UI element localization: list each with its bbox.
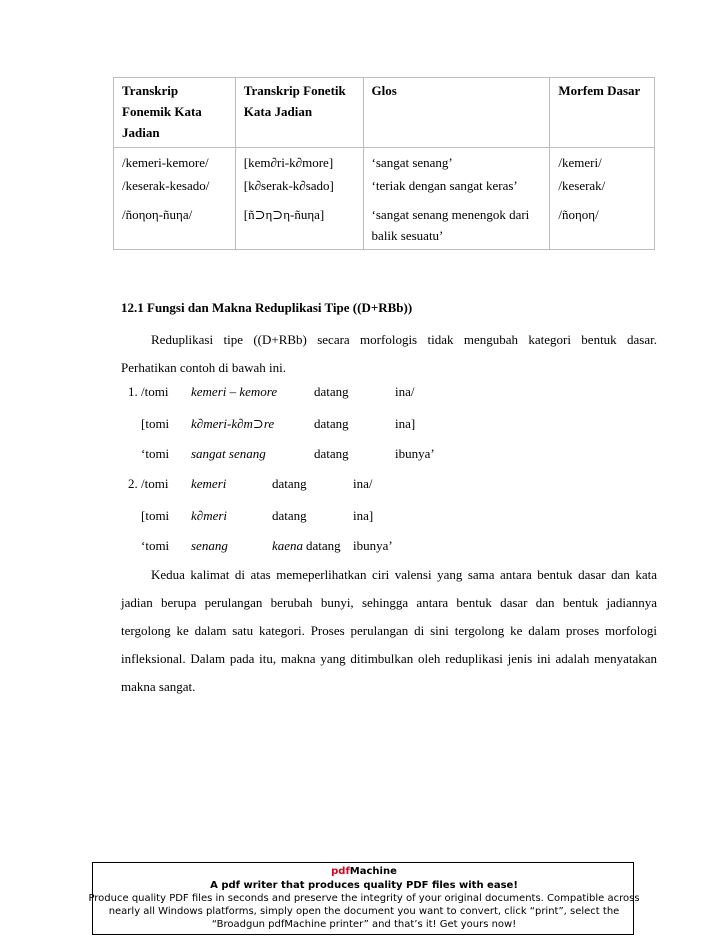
footer-line: nearly all Windows platforms, simply open the document you want to convert, click “print”, select the [108,906,620,917]
paragraph-line: Reduplikasi tipe ((D+RBb) secara morfologis tidak mengubah kategori bentuk dasar. [151,332,657,347]
paragraph-intro [121,326,657,382]
table-cell [550,175,655,204]
header-text: Transkrip [122,83,179,98]
table-cell [235,204,363,250]
cell-text: ‘teriak dengan sangat keras’ [371,178,518,193]
example-word: kaena [272,538,304,553]
header-text: Transkrip Fonetik [243,83,346,98]
table-row [114,204,655,250]
example-word: [tomi [141,416,170,431]
example-word: 1. /tomi [128,384,169,399]
example-word: ina] [395,416,416,431]
example-word: ina/ [353,476,373,491]
brand-pdf: pdf [331,866,350,877]
example-word: datang [306,538,341,553]
table-cell [235,175,363,204]
cell-text: balik sesuatu’ [371,228,444,243]
table-cell [114,148,236,176]
cell-text: /ñoηoη/ [558,207,599,222]
header-text: Kata Jadian [243,104,313,119]
cell-text: /ñoηoη-ñuηa/ [122,207,193,222]
table-cell [363,204,550,250]
paragraph-line: infleksional. Dalam pada itu, makna yang ditimbulkan oleh reduplikasi jenis ini adalah menyatakan [121,651,657,666]
footer-line: “Broadgun pdfMachine printer” and that’s it! Get yours now! [211,919,517,930]
header-cell [235,78,363,148]
cell-text: [k∂serak-k∂sado] [243,178,334,193]
header-text: Jadian [122,125,160,140]
table-cell [550,204,655,250]
example-word: ina] [353,508,374,523]
footer-line: Produce quality PDF files in seconds and preserve the integrity of your original documents. Compatible across [88,893,640,904]
transcription-table [113,77,655,250]
header-cell [363,78,550,148]
example-word: 2. /tomi [128,476,169,491]
header-text: Fonemik Kata [122,104,202,119]
example-word: datang [314,416,349,431]
section-heading: 12.1 Fungsi dan Makna Reduplikasi Tipe ((D+RBb)) [121,300,413,315]
example-word: kemeri [191,476,227,491]
paragraph-line: Perhatikan contoh di bawah ini. [121,360,286,375]
example-word: senang [191,538,228,553]
cell-text: [ñ⊃η⊃η-ñuηa] [243,207,325,222]
cell-text: ‘sangat senang menengok dari [371,207,530,222]
cell-text: /keserak-kesado/ [122,178,210,193]
brand-machine: Machine [349,866,397,877]
example-word: ibunya’ [395,446,435,461]
example-word: ina/ [395,384,415,399]
example-word: datang [314,384,349,399]
header-cell [550,78,655,148]
table-row [114,175,655,204]
example-word: datang [272,476,307,491]
table-cell [114,204,236,250]
paragraph-line: Kedua kalimat di atas memeperlihatkan ciri valensi yang sama antara bentuk dasar dan kata [151,567,657,582]
footer-tagline: A pdf writer that produces quality PDF files with ease! [210,880,518,891]
table-header-row [114,78,655,148]
paragraph-line: tergolong ke dalam satu kategori. Proses perulangan di sini tergolong ke dalam proses morfologi [121,623,657,638]
example-word: ‘tomi [141,446,170,461]
paragraph-conclusion [121,561,657,701]
example-word: sangat senang [191,446,266,461]
cell-text: /kemeri-kemore/ [122,155,209,170]
pdfmachine-logo [0,866,728,877]
example-word: ibunya’ [353,538,393,553]
example-word: datang [314,446,349,461]
cell-text: /keserak/ [558,178,606,193]
example-word: k∂meri [191,508,228,523]
example-word: kemeri – kemore [191,384,278,399]
header-cell [114,78,236,148]
cell-text: [kem∂ri-k∂more] [243,155,334,170]
paragraph-line: jadian berupa perulangan berubah bunyi, sehingga antara bentuk dasar dan bentuk jadiannya [121,595,657,610]
example-word: [tomi [141,508,170,523]
example-word: k∂meri-k∂m⊃re [191,416,275,431]
table-cell [235,148,363,176]
table-cell [550,148,655,176]
cell-text: ‘sangat senang’ [371,155,453,170]
cell-text: /kemeri/ [558,155,602,170]
table-cell [363,148,550,176]
example-word: ‘tomi [141,538,170,553]
table-cell [363,175,550,204]
header-text: Morfem Dasar [558,83,641,98]
table-cell [114,175,236,204]
example-word: datang [272,508,307,523]
table-row [114,148,655,176]
paragraph-line: makna sangat. [121,679,196,694]
header-text: Glos [371,83,397,98]
